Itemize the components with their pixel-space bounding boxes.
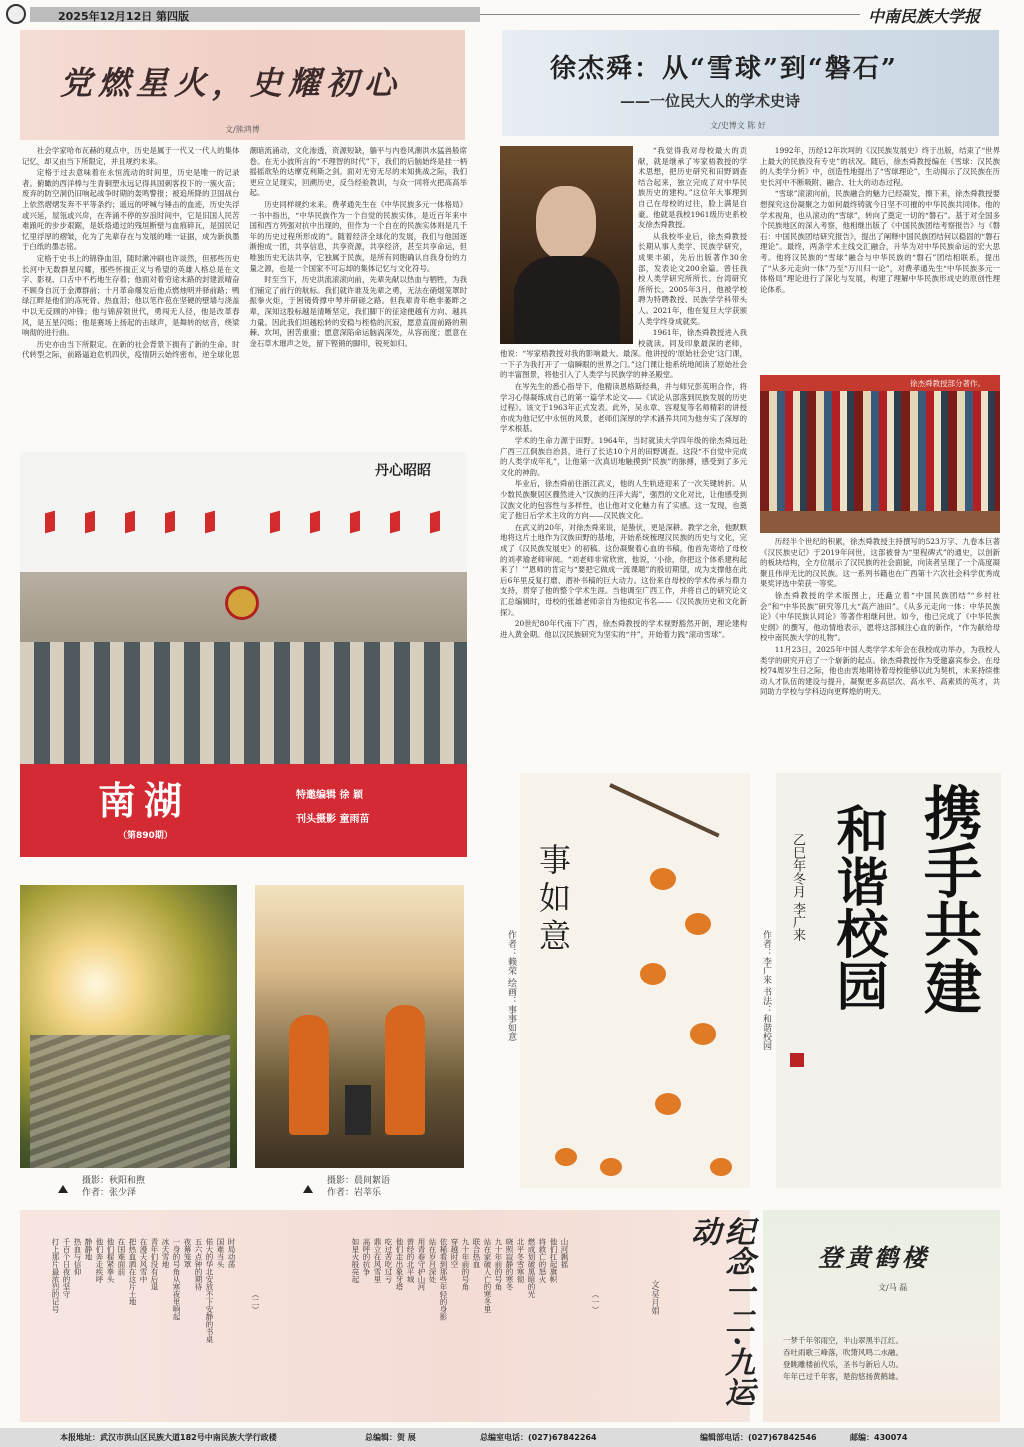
- poem-line: 偌大的华北安放不下安静的书桌: [205, 1238, 214, 1343]
- poem-part2-body: [50, 1238, 237, 1403]
- flag-icon: [165, 511, 175, 534]
- paragraph: 从我校毕业后，徐杰舜教授长期从事人类学、民族学研究，成果丰硕，先后出版著作30余部，发表论文200余篇。曾任我校人类学研究所所长、台湾研究所所长。2005年3月，他被学校聘为特聘教授、民族学学科带头人。2021年，他在复旦大学获颁人类学终身成就奖。: [638, 231, 747, 326]
- poem-line: 吞吐雨歌三峰落，吹箫风鸣二水融。: [783, 1348, 903, 1357]
- right-article-byline: 文/史博文 陈 好: [710, 121, 766, 130]
- flag-icon: [85, 511, 95, 534]
- right-article-banner: [502, 30, 999, 136]
- national-emblem-icon: [225, 586, 259, 620]
- paragraph: “我觉得我对母校最大的贡献，就是继承了岑家梧教授的学术思想，把历史研究和田野调查结合起来，独立完成了对中华民族历史的建构。”这位年大事理到自己在母校的过往，脸上满是自豪。他就是我校1961级历史系校友徐杰舜教授。: [638, 146, 747, 230]
- issue-number: （第890期）: [118, 831, 173, 841]
- poem-line: 夜幕笼罩: [183, 1238, 192, 1268]
- flag-icon: [125, 511, 135, 534]
- poem-line: 高呼的抗争: [362, 1238, 371, 1276]
- poem-part1-label: （一）: [591, 1290, 600, 1314]
- footer-address: 本报地址：武汉市洪山区民族大道182号中南民族大学行政楼: [60, 1433, 277, 1442]
- special-editor: 特邀编辑 徐 颖: [296, 790, 363, 801]
- left-article-byline: 文/熊鸿博: [225, 125, 260, 134]
- flags-row: [20, 512, 467, 552]
- persimmon-icon: [650, 868, 676, 890]
- shelf-base: [760, 511, 1000, 533]
- left-article-banner: [20, 30, 465, 140]
- poem-line: 穿越时空: [450, 1238, 459, 1268]
- bookshelf: [760, 391, 1000, 511]
- danxin-label: 丹心昭昭: [375, 463, 431, 479]
- poem-line: 他们走出象牙塔: [395, 1238, 404, 1291]
- calligraphy-credit: [760, 930, 772, 1050]
- worker-left: [289, 1015, 329, 1135]
- poem-line: 北平冬雪寒彻: [516, 1238, 525, 1283]
- poem-line: 九十年前的号角: [461, 1238, 470, 1291]
- poem-line: 他们握紧拳头: [106, 1238, 115, 1283]
- calligraphy-credit-work: 书法：和谐校园: [761, 986, 771, 1050]
- photo2-work: 摄影：晨间絮语: [327, 1176, 391, 1186]
- books-photo: [760, 375, 1000, 533]
- poem-byline: 文/吴月娟: [651, 1280, 660, 1315]
- books-caption: 徐杰舜教授部分著作。: [910, 379, 985, 388]
- persimmon-icon: [685, 913, 711, 935]
- photo1-caption: [60, 1175, 145, 1199]
- paragraph: 时至当下，历史洪流滚滚向前，先辈先献以热血与牺牲，为我们铺定了前行的航标。我们就许谁及先辈之勇，无法在硝烟笼罩时振拳火炬，于困镜倚撑中琴并研磋之路。但我辈青年绝非萎畔之辈，深知这股标越是清晰坚定，我们脚下的征途便越有方向、越具力量。因此我们坦越松转的安稳与桎梏的沉寂，愿意直面前路的荆棘、坎坷，困苦重重；愿意深陷命运脑涡深处，从容而度；愿意在金石草木璀声之处，留下铿锵的脚印，锐死如归。: [249, 275, 467, 348]
- right-article-title: 徐杰舜：从“雪球”到“磐石”: [550, 54, 898, 84]
- right-article-col2-bottom: [760, 537, 1000, 779]
- right-article-subtitle: ——一位民大人的学术史诗: [620, 92, 801, 110]
- morning-workers-photo: [255, 885, 464, 1168]
- paragraph: 20世纪80年代南下广西，徐杰舜教授的学术视野豁然开朗，理论建构进入黄金期。他以汉民族研究为坚实的“井”，开始着力践“滚动雪球”。: [500, 619, 747, 639]
- poem-block: [20, 1210, 754, 1422]
- poem-line: 依稀看到那些年轻的身影: [439, 1238, 448, 1321]
- header-photographer: 刊头摄影 童雨苗: [296, 814, 370, 825]
- ancient-poem-byline: 文/马 磊: [878, 1283, 908, 1292]
- right-article-col2-top: [760, 146, 1000, 368]
- poem-line: 静静地: [84, 1238, 93, 1261]
- poem-line: 打上那片最浓烈的记号: [51, 1238, 60, 1313]
- poem-line: 他们扛起旗帜: [549, 1238, 558, 1283]
- poem-line: 一身的号角从寒夜里响起: [172, 1238, 181, 1321]
- red-seal-icon: [790, 1053, 804, 1067]
- stairs: [30, 1035, 230, 1168]
- left-article-body: [22, 146, 467, 446]
- poem-line: 曾经的北平城: [406, 1238, 415, 1283]
- poem-line: 年年已过千年客，楚韵悠扬黄鹤雄。: [783, 1372, 903, 1381]
- painting-credit-author: 作者：赖荣: [506, 930, 516, 975]
- poem-line: 一梦千年邻雨空，半山翠黑半江红。: [783, 1336, 903, 1345]
- footer-postcode: 邮编：430074: [850, 1433, 908, 1442]
- poem-line: 在漫天风雪中: [139, 1238, 148, 1283]
- paragraph: 在武义的20年，对徐杰舜来说，是蛰伏，更是深耕。教学之余，他默默地将这片土地作为汉族田野的基地，开始系统梳理汉民族的历史与文化，完成了《汉民族发展史》的初稿。这份凝聚着心血的书稿，他首先寄给了母校的刘孝瑜老师审阅。“刘老师非常欣赏，他说，‘小徐，你把这个体系建构起来了！’”恩师的肯定与“要把它做成一流课题”的殷切期望，成为支撑他在此后6年里反复打磨、潜补书稿的巨大动力。这份来自母校的学术传承与鼎力支持，贯穿了他的整个学术生涯。当他调至广西工作，并将自己的研究论文汇总编辑时，母校的张雄老师亲自为他拟定书名——《汉民族历史和文化新探》。: [500, 522, 747, 617]
- footer-edit-phone: 编辑部电话：(027)67842546: [700, 1433, 817, 1442]
- calligraphy-left-column: 和谐校园: [827, 803, 888, 1011]
- triangle-icon: [58, 1185, 68, 1193]
- paragraph: 历史亦由当下所限定。在新的社会背景下拥有了新的生命。时代转型之际，前路逼迫危机四伏，疫情阴云始终密布，逆全球化思潮暗流涌动，文化渗透，资源短缺，躺平与内卷风潮洪水猛兽般席卷。在无小波所言的“不理智的时代”下，我们的后脑始终是挂一柄摇摇欲坠的达摩克利斯之剑。面对无穷无尽的未知挑战之际，我们更应立足现实，回溯历史，反刍经验教训，与众一同将火把高高举起。: [22, 146, 467, 360]
- autumn-sun-photo: [20, 885, 237, 1168]
- red-band: [20, 764, 467, 857]
- poem-line: 站在岁月深处: [428, 1238, 437, 1283]
- poem-line: 千百个日夜的坚守: [62, 1238, 71, 1298]
- edition-date: 2025年12月12日 第四版: [58, 10, 190, 23]
- great-hall-building: [20, 572, 467, 764]
- poem-line: 五六点钟的期待: [194, 1238, 203, 1291]
- photo1-author: 作者：张少泽: [82, 1188, 137, 1198]
- right-article-col1: [500, 146, 747, 706]
- flag-icon: [430, 511, 440, 534]
- persimmon-icon: [655, 1093, 681, 1115]
- photo2-caption: [305, 1175, 390, 1199]
- ancient-poem-block: [763, 1210, 1000, 1422]
- school-emblem-icon: [6, 4, 26, 24]
- poem-line: 国难当头: [216, 1238, 225, 1268]
- calligraphy-signature: 乙巳年冬月 李广来: [790, 833, 805, 942]
- persimmon-icon: [600, 1158, 622, 1176]
- poem-line: 青年们没有后退: [150, 1238, 159, 1291]
- footer-chief-editor: 总编辑：贺 展: [365, 1433, 416, 1442]
- flag-icon: [310, 511, 320, 534]
- paragraph: 历经半个世纪的积累，徐杰舜教授主持撰写的523万字、九卷本巨著《汉民族史记》于2019年问世。这部被誉为“里程碑式”的通史，以创新的板块结构，全方位展示了汉民族的社会面貌，向读者呈现了一个高度凝聚且伟岸无比的汉民族。这一系列书籍也在广西第十六次社会科学优秀成果奖评选中荣获一等奖。: [760, 537, 1000, 589]
- poem-line: 鼎立在风雪里: [373, 1238, 382, 1283]
- ancient-poem-title: 登黄鹤楼: [818, 1243, 930, 1272]
- persimmon-painting: [520, 773, 750, 1188]
- paragraph: 1992年，历经12年坎坷的《汉民族发展史》终于出版，结束了“世界上最大的民族没有专史”的状况。随后，徐杰舜教授编在《雪球：汉民族的人类学分析》中，创造性地提出了“雪球理论”，生动揭示了汉民族在历史长河中不断吸附、融合、壮大的动态过程。: [760, 146, 1000, 187]
- footer-bar: [0, 1428, 1024, 1447]
- flag-icon: [205, 511, 215, 534]
- flag-icon: [270, 511, 280, 534]
- painting-credit: [505, 930, 517, 1041]
- poem-line: 热血与信仰: [73, 1238, 82, 1276]
- poem-line: 九十年前的号角: [494, 1238, 503, 1291]
- paragraph: 徐杰舜教授的学术版图上，还矗立着“中国民族团结”“乡村社会”和“中华民族”研究等几大“高产油田”。《从多元走向一体：中华民族论》《中华民族认同论》等著作相继问世。如今，他已完成了《中华民族史纲》的撰写，他动情地表示，愿将这部倾注心血的新作，“作为献给母校中南民族大学的礼物”。: [760, 590, 1000, 643]
- paragraph: 1961年，徐杰舜教授进入我校就读。同及印象最深的老师，他说：“岑家梧教授对我的影响最大、最深。他讲授的‘原始社会史’这门课，一下子为我打开了一扇瞬眼的世界之门。”这门课让他系统地阅读了原始社会的丰富图景，将他引入了人类学与民族学的神圣殿堂。: [500, 328, 747, 380]
- paragraph: 定格于史书上的锦铮血泪，随时漱冲刷也许谈然，但那些历史长河中无数群星闪耀，那些怀揣正义与希望的英雄人格总是在文字、影视、口舌中不朽地生存着；他面对着穷途末路的封建派晴奋不顾身自沉于金潭群前；十月革命爆发后他点燃烛明并驿前路；鸭绿江畔是他们的冻死骨、热血泪；他以笔作苞在坚硬的壁墙与浇盖中以无反顾的冲锋；他与锦辞领世代，勇闯无人径，他是改革春风，是五星闪烁；他是赛场上扬起的击球声，是舞转的炫音，绕梁响彻的进行曲。: [22, 253, 240, 338]
- calligraphy-credit-author: 作者：李广来: [761, 930, 771, 984]
- paragraph: 学术的生命力源于田野。1964年，当时就读大学四年级的徐杰舜远赴广西三江侗族自治县，进行了长达10个月的田野调查。这段“不自觉中完成的人类学成年礼”，让他第一次真切地触摸到“民族”的脉搏，感受到了多元文化的神韵。: [500, 436, 747, 477]
- header-bar: [0, 0, 1024, 28]
- poem-line: 燃成划破黑暗的光: [527, 1238, 536, 1298]
- poem-part1-body: [350, 1238, 570, 1403]
- nanhu-title: 南湖: [98, 778, 191, 823]
- poem-line: 把热血洒在这片土地: [128, 1238, 137, 1306]
- poem-line: 登眺雕楼前代乐，圣书与新后人功。: [783, 1360, 903, 1369]
- paragraph: 定格于过去意味着在永恒流动的时间里，历史是唯一的记录者。俯瞰的西洋棒与生青铜塑永远记得具国刺客投下的一簇火苗；废弃的防空洞仍旧响起战争时期的轰鸣警报；被追所降的卫国战台上依然熠熠发奔不平等条约；遥远的呼喊与锤击的血迹，历史失浮或兴延，屋瓴或兴戽，在奔涌不停的岁浪时间中，它是旧国人民苦难踉吒的步步艰踞，是妖烙通过的残垣断壁与血痕碎瓦，是国民记忆里浮厚的褶皱，化为了先辈存在与发展的唯一证据，成为新执墨于白纸的墨志铭。: [22, 168, 240, 252]
- persimmon-icon: [690, 1023, 716, 1045]
- ancient-poem-body: [783, 1335, 988, 1383]
- poem-line: 他们奔走疾呼: [95, 1238, 104, 1283]
- paragraph: 社会学家哈布瓦赫的观点中，历史是属于一代又一代人的集体记忆，却又由当下所限定，并且规约未来。: [22, 146, 240, 166]
- triangle-icon: [303, 1185, 313, 1193]
- header-rule: [480, 14, 860, 15]
- flag-icon: [45, 511, 55, 534]
- footer-office-phone: 总编室电话：(027)67842264: [480, 1433, 597, 1442]
- masthead: 中南民族大学报: [868, 7, 981, 26]
- painting-title: 事如意: [534, 843, 572, 957]
- worker-right: [385, 1005, 425, 1135]
- paragraph: 11月23日，2025年中国人类学学术年会在我校成功举办，为我校人类学的研究开启了一个崭新的起点。徐杰舜教授作为受邀嘉宾参会。在母校74周岁生日之际，他也由衷地期待着母校能够以此为契机，未来持续推动人才队伍的建设与提升，凝聚更多高层次、高水平、高素质的英才，共同助力学校与学科迈向更辉煌的明天。: [760, 644, 1000, 697]
- flag-icon: [350, 511, 360, 534]
- left-article-title: 党燃星火，史耀初心: [60, 64, 403, 102]
- poem-line: 在国难面前: [117, 1238, 126, 1276]
- poem-line: 吃过苦吃过亏: [384, 1238, 393, 1283]
- poem-line: 站在家破人亡的寒冬里: [483, 1238, 492, 1313]
- paragraph: “雪球”滚滚向前，民族融合的魅力已经凝发，擦下来，徐杰舜教授要想探究这份凝聚之力如何最终铸就今日坚不可摧的中华民族共同体。他的学术视角，也从滚动的“雪球”，转向了奠定一切的“磐石”。基于对全国多个民族地区的深入考察，他相继出版了《中国民族团结考察报告》与《磐石：中国民族团结研究报告》，提出了阐释中国民族团结何以稳固的“磐石理论”。最终，两条学术主线交汇融合，升华为对中华民族命运的宏大思考。他将汉民族的“雪球”融合与中华民族的“磐石”团结相联系，提出了“从多元走向一体”乃至“万川归一论”，对费孝通先生“中华民族多元一体格局”理论进行了深化与发展，构建了理解中华民族形成史的原创性理论体系。: [760, 189, 1000, 294]
- building-columns: [20, 642, 467, 764]
- poem-line: 将救亡的怒火: [538, 1238, 547, 1283]
- persimmon-icon: [555, 1148, 577, 1166]
- persimmon-icon: [640, 963, 666, 985]
- photo2-author: 作者：岩莘乐: [327, 1188, 382, 1198]
- paragraph: 历史同样规约未来。费孝通先生在《中华民族多元一体格局》一书中指出，“中华民族作为一个自觉的民族实体，是近百年来中国和西方列强对抗中出现的，但作为一个自在的民族实体则是几千年的历史过程所形成的”。随着经济全球化的发展，我们与他国逐渐抱成一团，共享信息，共享资源，共享经济，甚至共享命运，但唯独历史无法共享，它独属于民族，是所有同胞确认自我身份的力量之源，也是一个国家不可忘却的集体记忆与文化符号。: [249, 199, 467, 273]
- trash-bin: [345, 1085, 371, 1135]
- poem-part2-label: （二）: [251, 1290, 260, 1314]
- poem-line: 冰天雪地: [161, 1238, 170, 1268]
- poem-line: 时局动荡: [227, 1238, 236, 1268]
- nanhu-block: [20, 452, 467, 857]
- flag-icon: [390, 511, 400, 534]
- poem-title: 纪念一二·九运动: [685, 1216, 754, 1407]
- poem-line: 如星火般亮起: [351, 1238, 360, 1283]
- persimmon-icon: [710, 1158, 732, 1176]
- calligraphy-right-column: 携手共建: [914, 783, 982, 1015]
- header-date-bar: [30, 7, 480, 22]
- poem-line: 晓照寂静的寒冬: [505, 1238, 514, 1291]
- paragraph: 在岑先生的悉心指导下，他精读恩格斯经典，并与师兄彭英明合作，将学习心得凝练成自己的第一篇学术论文——《试论从部落到民族发展的历史过程》。该文于1963年正式发表。此外，吴永章、容观复等名师精彩的讲授亦成为他记忆中永恒的风景，老师们深厚的学术涵养共同为他夯实了深厚的学术根基。: [500, 382, 747, 434]
- poem-line: 山河飘摇: [560, 1238, 569, 1268]
- poem-line: 联合热血: [472, 1238, 481, 1268]
- painting-credit-work: 绘画：事事如意: [506, 977, 516, 1041]
- poem-line: 用青春守护山河: [417, 1238, 426, 1291]
- paragraph: 毕业后，徐杰舜前往浙江武义，他的人生轨迹迎来了一次关键转折。从少数民族聚居区骤然进入“汉族的汪洋大海”，强烈的文化对比，让他感受到汉族文化的包容性与多样性，也让他对文化魅力有了实感。这一发现，也奠定了他日后学术主攻的方向——汉民族文化。: [500, 479, 747, 521]
- branch: [609, 783, 719, 837]
- photo1-work: 摄影：秋阳和煦: [82, 1176, 146, 1186]
- calligraphy-scroll: [776, 773, 1001, 1188]
